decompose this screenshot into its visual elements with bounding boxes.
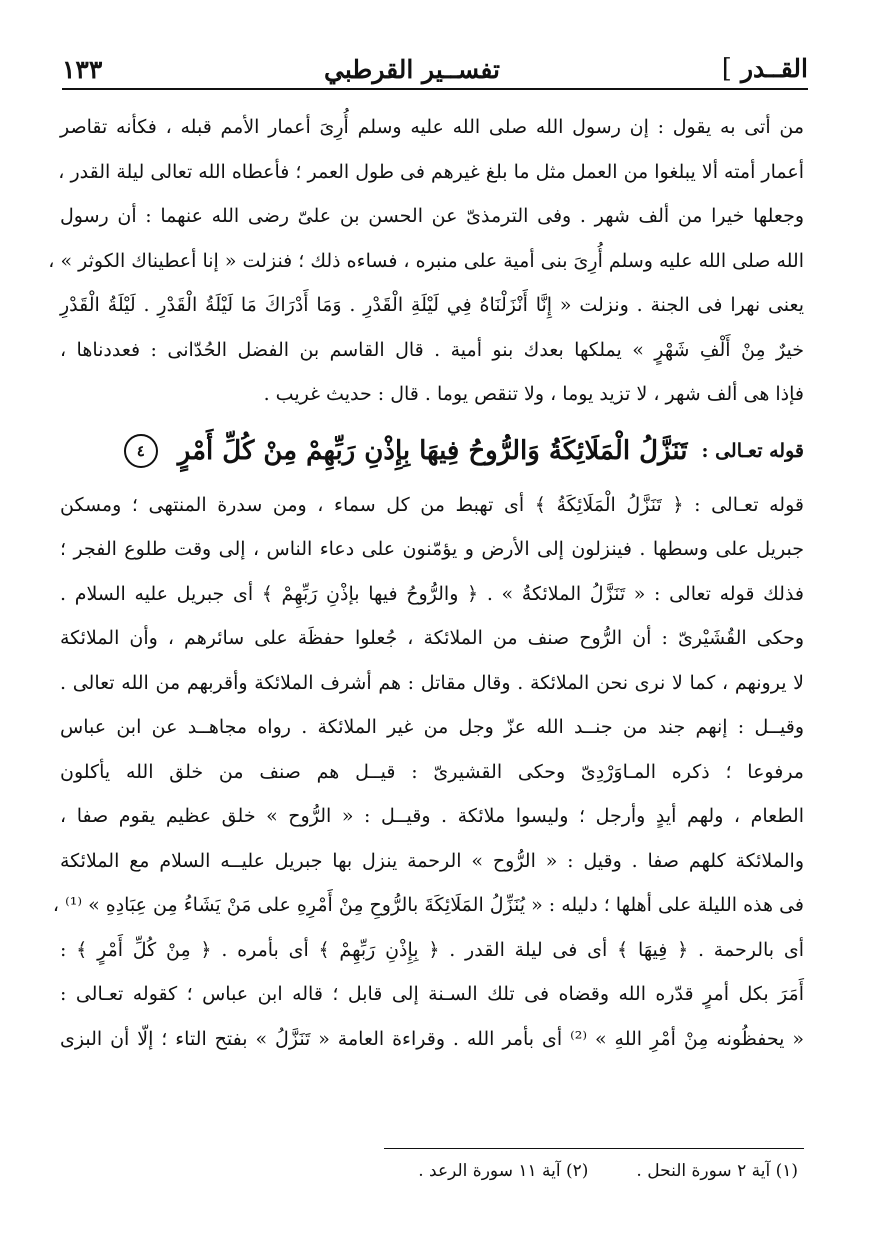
main-text (48, 105, 804, 1061)
text-line: أعمار أمته ألا يبلغوا من العمل مثل ما بلغ غيرهم فى طول العمر ؛ فأعطاه الله تعالى ليلة القدر ، (58, 160, 804, 183)
footnote-item: (٢) آية ١١ سورة الرعد . (418, 1161, 589, 1181)
text-line: من أتى به يقول : إن رسول الله صلى الله عليه وسلم أُرِىَ أعمار الأمم قبله ، فكأنه تقاصر (60, 116, 804, 138)
running-header (62, 36, 808, 84)
header-book-title: تفســير القرطبي (324, 55, 500, 84)
text-line: الطعام ، ولهم أيدٍ وأرجل ؛ وليسوا ملائكة . وقيــل : « الرُّوح » خلق عظيم يقوم صفا ، (60, 805, 804, 827)
text-line: أَمَرَ بكل أمرٍ قدّره الله وقضاه فى تلك السـنة إلى قابل ؛ قاله ابن عباس ؛ كقوله تعـالى : (60, 983, 804, 1005)
footnotes (200, 1154, 798, 1188)
page-number: ١٣٣ (62, 55, 103, 84)
text-line: يعنى نهرا فى الجنة . ونزلت « إِنَّا أَنْزَلْنَاهُ فِي لَيْلَةِ الْقَدْرِ . وَمَا أَدْرَاكَ مَا لَيْلَةُ الْقَدْرِ . لَيْلَةُ الْقَدْرِ (60, 294, 804, 316)
header-surah-group (722, 54, 808, 84)
text-line: « يحفظُونه مِنْ أمْرِ اللهِ » ⁽²⁾ أى بأمر الله . وقراءة العامة « تَنَزَّلُ » بفتح التاء ؛ إلّا أن البزى (60, 1027, 804, 1050)
footnote-item: (١) آية ٢ سورة النحل . (636, 1161, 798, 1181)
text-line: أى بالرحمة . ﴿ فِيهَا ﴾ أى فى ليلة القدر . ﴿ بِإِذْنِ رَبِّهِمْ ﴾ أى بأمره . ﴿ مِنْ كُلِّ أَمْرٍ ﴾ : (60, 938, 804, 961)
quran-verse (60, 421, 804, 481)
verse-intro: قوله تعـالى : (701, 439, 804, 462)
header-surah-name: القــدر (740, 54, 808, 83)
text-line: جبريل على وسطها . فينزلون إلى الأرض و يؤمّنون على دعاء الناس ، إلى وقت طلوع الفجر ؛ (60, 538, 804, 560)
text-line: مرفوعا ؛ ذكره المـاوَرْدِىّ وحكى القشيرىّ : قيــل هم صنف من خلق الله يأكلون (60, 760, 804, 783)
header-rule (62, 88, 808, 90)
text-line: قوله تعـالى : ﴿ تَنَزَّلُ الْمَلَائِكَةُ ﴾ أى تهبط من كل سماء ، ومن سدرة المنتهى ؛ ومسكن (60, 493, 804, 516)
text-line: لا يرونهم ، كما لا نرى نحن الملائكة . وقال مقاتل : هم أشرف الملائكة وأقربهم من الله تعالى . (60, 671, 804, 694)
text-line: وحكى القُشَيْرىّ : أن الرُّوح صنف من الملائكة ، جُعلوا حفظَة على سائرهم ، وأن الملائكة (60, 627, 804, 649)
text-line: فذلك قوله تعالى : « تَنَزَّلُ الملائكةُ » . ﴿ والرُّوحُ فيها بإذْنِ رَبِّهِمْ ﴾ أى جبريل عليه السلام . (60, 582, 804, 605)
footnote-rule (384, 1148, 804, 1149)
text-line: الله صلى الله عليه وسلم أُرِىَ بنى أمية على منبره ، فساءه ذلك ؛ فنزلت « إنا أعطيناك الكوثر » ، (48, 249, 804, 272)
text-line: فإذا هى ألف شهر ، لا تزيد يوما ، ولا تنقص يوما . قال : حديث غريب . (263, 383, 804, 405)
text-line: والملائكة كلهم صفا . وقيل : « الرُّوح » الرحمة ينزل بها جبريل عليــه السلام مع الملائكة (60, 849, 804, 872)
text-line: خيرٌ مِنْ أَلْفِ شَهْرٍ » يملكها بعدك بنو أمية . قال القاسم بن الفضل الحُدّانى : فعددناها ، (60, 338, 804, 361)
text-line: فى هذه الليلة على أهلها ؛ دليله : « يُنَزِّلُ المَلَائِكَةَ بالرُّوحِ مِنْ أَمْرِهِ على مَنْ يَشَاءُ مِن عِبَادِهِ » ⁽¹⁾ ، (52, 894, 804, 916)
verse-text: تَنَزَّلُ الْمَلَائِكَةُ وَالرُّوحُ فِيهَا بِإِذْنِ رَبِّهِمْ مِنْ كُلِّ أَمْرٍ (177, 435, 688, 466)
ayah-number-mark: ٤ (124, 434, 158, 468)
text-line: وقيــل : إنهم جند من جنــد الله عزّ وجل من غير الملائكة . رواه مجاهــد عن ابن عباس (60, 716, 804, 738)
header-bracket: ] (721, 54, 732, 84)
text-line: وجعلها خيرا من ألف شهر . وفى الترمذىّ عن الحسن بن علىّ رضى الله عنهما : أن رسول (60, 205, 804, 227)
